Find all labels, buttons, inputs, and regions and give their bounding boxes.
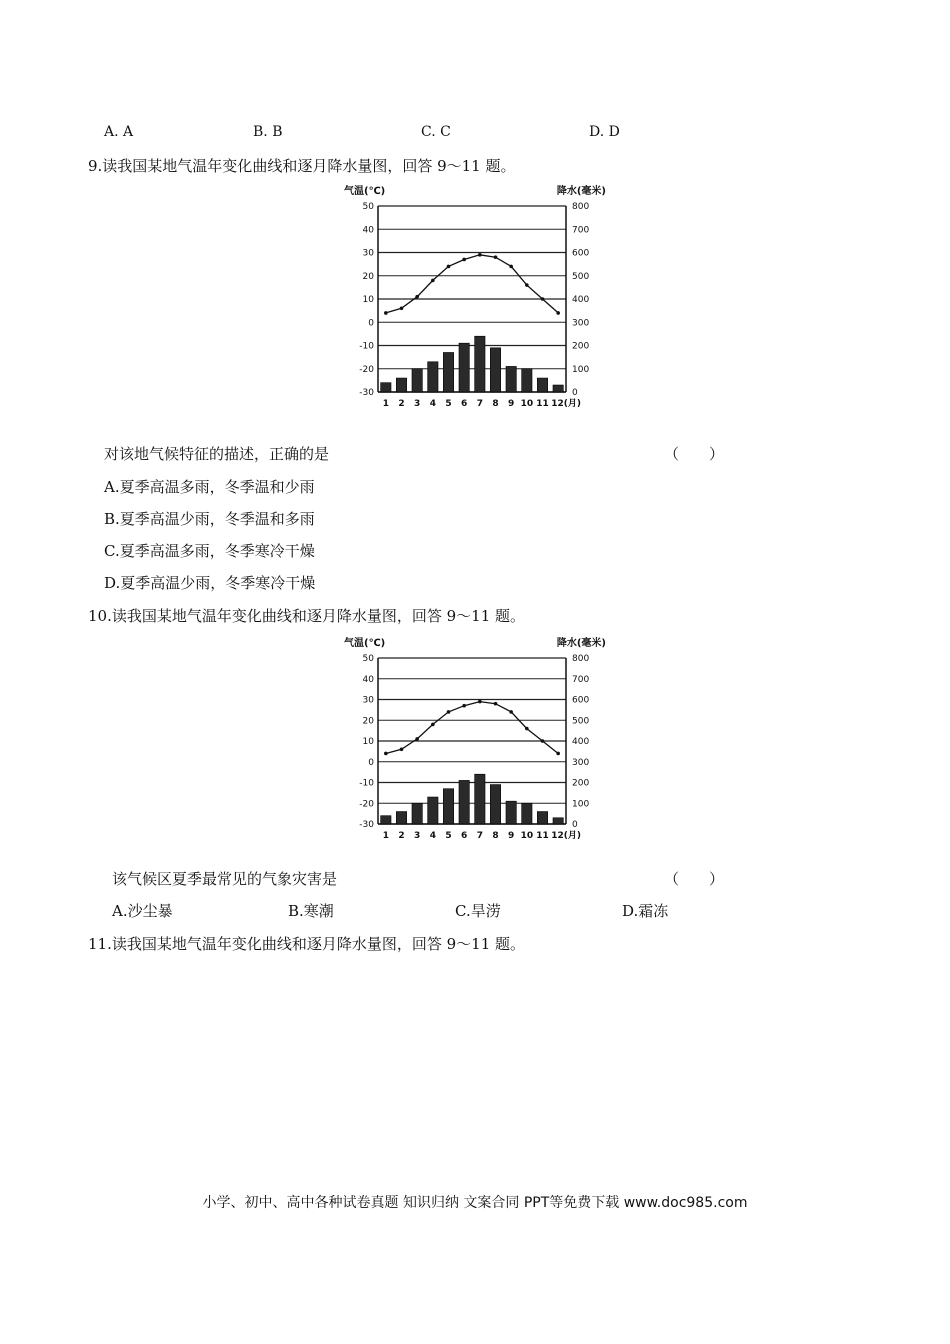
month-label: 7 (476, 399, 483, 409)
temp-tick-label: -30 (359, 820, 374, 830)
temp-tick-label: 20 (362, 716, 374, 727)
precip-bar (475, 336, 485, 392)
precip-tick-label: 0 (572, 388, 578, 398)
month-label: 4 (429, 831, 436, 841)
month-label: 8 (492, 831, 499, 841)
precip-bar (381, 816, 391, 824)
precip-tick-label: 0 (572, 820, 578, 830)
temperature-point (478, 700, 482, 704)
month-label: 8 (492, 399, 499, 409)
q9-question: 对该地气候特征的描述，正确的是 (104, 445, 330, 463)
temperature-point (447, 710, 451, 714)
q9-option-a: A.夏季高温多雨，冬季温和少雨 (104, 478, 315, 496)
precip-tick-label: 300 (572, 757, 590, 768)
precip-bar (443, 789, 453, 824)
precip-tick-label: 300 (572, 318, 590, 329)
temperature-point (400, 307, 404, 311)
temperature-point (415, 295, 419, 299)
q10-option-a: A.沙尘暴 (112, 902, 173, 920)
temperature-point (525, 727, 529, 731)
month-label: 3 (414, 399, 421, 409)
right-axis-title: 降水(毫米) (556, 638, 606, 649)
precip-bar (506, 366, 516, 392)
month-label: 10 (520, 399, 534, 409)
precip-bar (428, 797, 438, 824)
precip-tick-label: 400 (572, 295, 590, 305)
temperature-point (431, 279, 435, 283)
temp-tick-label: 30 (362, 695, 374, 706)
precip-tick-label: 800 (572, 202, 590, 212)
temp-tick-label: -20 (359, 799, 374, 810)
q10-question: 该气候区夏季最常见的气象灾害是 (112, 870, 338, 888)
temperature-point (431, 723, 435, 727)
precip-bar (537, 378, 547, 392)
precip-tick-label: 200 (572, 778, 590, 789)
temperature-point (556, 752, 560, 756)
month-label: 2 (398, 399, 405, 409)
q10-option-b: B.寒潮 (288, 902, 334, 920)
left-axis-title: 气温(℃) (344, 638, 386, 649)
climate-chart-2 (340, 634, 610, 846)
precip-tick-label: 800 (572, 654, 590, 664)
q9-answer-bracket: （ ） (664, 445, 725, 463)
temperature-point (447, 265, 451, 269)
precip-tick-label: 600 (572, 695, 590, 706)
temperature-point (384, 311, 388, 315)
temp-tick-label: -10 (359, 778, 374, 789)
q9-option-d: D.夏季高温少雨，冬季寒冷干燥 (104, 574, 316, 592)
month-label: 1 (382, 399, 389, 409)
temperature-point (462, 258, 466, 262)
temp-tick-label: 40 (362, 225, 374, 236)
precip-tick-label: 700 (572, 674, 590, 685)
temp-tick-label: 0 (368, 318, 374, 329)
precip-bar (490, 785, 500, 824)
precip-bar (537, 812, 547, 824)
temp-tick-label: 30 (362, 248, 374, 259)
month-label: 3 (414, 831, 421, 841)
precip-bar (428, 362, 438, 392)
temp-tick-label: 20 (362, 271, 374, 282)
precip-bar (490, 348, 500, 392)
temperature-point (541, 739, 545, 743)
right-axis-title: 降水(毫米) (556, 186, 606, 197)
climate-chart-1 (340, 182, 610, 414)
month-label: 9 (508, 399, 515, 409)
temp-tick-label: -30 (359, 388, 374, 398)
climate-chart-svg-2 (340, 634, 610, 846)
temperature-point (462, 704, 466, 708)
temperature-curve (386, 702, 558, 754)
temperature-point (494, 702, 498, 706)
temperature-point (384, 752, 388, 756)
precip-tick-label: 100 (572, 364, 590, 375)
temp-tick-label: 10 (362, 737, 374, 747)
precip-bar (475, 774, 485, 824)
left-axis-title: 气温(℃) (344, 186, 386, 197)
q9-option-b: B.夏季高温少雨，冬季温和多雨 (104, 510, 315, 528)
precip-bar (459, 780, 469, 824)
month-label: 12(月) (551, 831, 582, 841)
temp-tick-label: 50 (362, 654, 374, 664)
precip-bar (553, 818, 563, 824)
temp-tick-label: 10 (362, 295, 374, 305)
precip-tick-label: 700 (572, 225, 590, 236)
month-label: 12(月) (551, 399, 582, 409)
precip-tick-label: 200 (572, 341, 590, 352)
q10-stem: 10.读我国某地气温年变化曲线和逐月降水量图，回答 9～11 题。 (88, 607, 526, 625)
month-label: 7 (476, 831, 483, 841)
temperature-point (400, 748, 404, 752)
precip-bar (522, 369, 532, 392)
temp-tick-label: 50 (362, 202, 374, 212)
month-label: 5 (445, 831, 452, 841)
climate-chart-svg-1 (340, 182, 610, 414)
q9-stem: 9.读我国某地气温年变化曲线和逐月降水量图，回答 9～11 题。 (88, 157, 516, 175)
temperature-point (525, 283, 529, 287)
precip-bar (412, 803, 422, 824)
precip-bar (396, 378, 406, 392)
q10-answer-bracket: （ ） (664, 870, 725, 888)
precip-tick-label: 500 (572, 271, 590, 282)
temperature-point (541, 297, 545, 301)
month-label: 9 (508, 831, 515, 841)
q8-option-d: D. D (589, 124, 620, 140)
precip-bar (381, 383, 391, 392)
temperature-curve (386, 255, 558, 313)
precip-tick-label: 100 (572, 799, 590, 810)
page-footer: 小学、初中、高中各种试卷真题 知识归纳 文案合同 PPT等免费下载 www.doc985.com (202, 1195, 748, 1211)
q8-option-b: B. B (253, 124, 283, 140)
temperature-point (556, 311, 560, 315)
temperature-point (509, 710, 513, 714)
q10-option-d: D.霜冻 (622, 902, 669, 920)
month-label: 11 (536, 831, 549, 841)
temperature-point (415, 737, 419, 741)
precip-bar (506, 801, 516, 824)
precip-tick-label: 400 (572, 737, 590, 747)
q10-option-c: C.旱涝 (455, 902, 501, 920)
temp-tick-label: -20 (359, 364, 374, 375)
temp-tick-label: 0 (368, 757, 374, 768)
precip-bar (522, 803, 532, 824)
q11-stem: 11.读我国某地气温年变化曲线和逐月降水量图，回答 9～11 题。 (88, 935, 526, 953)
temp-tick-label: -10 (359, 341, 374, 352)
precip-bar (396, 812, 406, 824)
month-label: 6 (461, 831, 468, 841)
temperature-point (494, 255, 498, 259)
month-label: 1 (382, 831, 389, 841)
q8-option-a: A. A (104, 124, 134, 140)
temperature-point (509, 265, 513, 269)
month-label: 2 (398, 831, 405, 841)
precip-tick-label: 500 (572, 716, 590, 727)
month-label: 10 (520, 831, 534, 841)
temp-tick-label: 40 (362, 674, 374, 685)
month-label: 4 (429, 399, 436, 409)
month-label: 6 (461, 399, 468, 409)
q9-option-c: C.夏季高温多雨，冬季寒冷干燥 (104, 542, 315, 560)
precip-bar (459, 343, 469, 392)
precip-tick-label: 600 (572, 248, 590, 259)
temperature-point (478, 253, 482, 257)
month-label: 11 (536, 399, 549, 409)
precip-bar (443, 352, 453, 392)
precip-bar (412, 369, 422, 392)
precip-bar (553, 385, 563, 392)
q8-option-c: C. C (421, 124, 451, 140)
month-label: 5 (445, 399, 452, 409)
